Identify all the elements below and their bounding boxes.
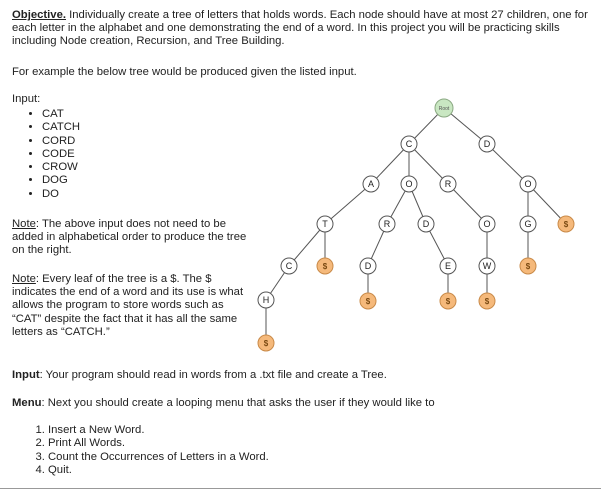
note-label: Note (12, 273, 36, 285)
node-label: T (322, 219, 328, 229)
tree-node-end (558, 216, 574, 232)
tree-node-end (258, 335, 274, 351)
tree-node (418, 216, 434, 232)
list-item: 4. Quit. (48, 464, 269, 477)
menu-para-text: : Next you should create a looping menu that asks the user if they would like to (41, 397, 435, 409)
node-label: D (422, 219, 430, 229)
tree-node (520, 176, 536, 192)
end-node-label: $ (484, 297, 490, 306)
node-label: W (482, 261, 492, 271)
list-item: • DO (42, 188, 80, 201)
node-label: C (285, 261, 293, 271)
list-item: • CAT (42, 108, 80, 121)
end-node-label: $ (525, 262, 531, 271)
tree-node (520, 216, 536, 232)
end-node-label: $ (365, 297, 371, 306)
tree-edge (487, 144, 528, 184)
tree-node (440, 176, 456, 192)
node-label: O (405, 179, 413, 189)
tree-node (479, 258, 495, 274)
tree-node (401, 136, 417, 152)
node-label: A (367, 179, 375, 189)
objective-text: Individually create a tree of letters that holds words. Each node should have at most 27 children, one for each letter in the alphabet and one demonstrating the end of a word. In this project you will be practicing skills including Node creation, Recursion, and Tree Building. (12, 9, 588, 47)
tree-node (360, 258, 376, 274)
note-text: : The above input does not need to be added in alphabetical order to produce the tree on the right. (12, 218, 247, 257)
input-para-label: Input (12, 369, 40, 381)
end-node-label: $ (445, 297, 451, 306)
tree-node-end (520, 258, 536, 274)
node-label: R (383, 219, 391, 229)
tree-edge (325, 184, 371, 224)
end-node-label: $ (263, 339, 269, 348)
tree-node (479, 136, 495, 152)
tree-node-end (317, 258, 333, 274)
node-label: C (405, 139, 413, 149)
tree-node (379, 216, 395, 232)
node-label: E (444, 261, 452, 271)
node-label: H (262, 295, 270, 305)
list-item: 3. Count the Occurrences of Letters in a Word. (48, 451, 269, 464)
list-item: 2. Print All Words. (48, 437, 269, 450)
input-label: Input: (12, 93, 41, 105)
root-node-label: Root (438, 106, 450, 112)
note-label: Note (12, 218, 36, 230)
node-label: O (483, 219, 491, 229)
tree-node-end (440, 293, 456, 309)
tree-node-end (479, 293, 495, 309)
node-label: D (364, 261, 372, 271)
list-item: 1. Insert a New Word. (48, 424, 269, 437)
example-text: For example the below tree would be produced given the listed input. (12, 66, 357, 78)
end-node-label: $ (322, 262, 328, 271)
menu-options-list (31, 424, 269, 477)
list-item: • CODE (42, 148, 80, 161)
node-label: G (524, 219, 532, 229)
tree-node (258, 292, 274, 308)
tree-node (479, 216, 495, 232)
page-divider (0, 488, 601, 489)
list-item: • DOG (42, 174, 80, 187)
tree-node (363, 176, 379, 192)
input-para-text: : Your program should read in words from a .txt file and create a Tree. (39, 369, 387, 381)
node-label: O (524, 179, 532, 189)
tree-node (401, 176, 417, 192)
tree-node (317, 216, 333, 232)
end-node-label: $ (563, 220, 569, 229)
list-item: • CATCH (42, 121, 80, 134)
tree-node-end (360, 293, 376, 309)
tree-node (440, 258, 456, 274)
tree-node (281, 258, 297, 274)
list-item: • CORD (42, 135, 80, 148)
input-instructions (12, 369, 387, 381)
menu-instructions (12, 397, 435, 409)
objective-label: Objective. (12, 9, 66, 21)
note-text: : Every leaf of the tree is a $. The $ indicates the end of a word and its use is what allows the program to store words such as “CAT” despite the fact that it has all the same letters as “CATCH.” (12, 273, 244, 338)
node-label: R (444, 179, 452, 189)
node-label: D (483, 139, 491, 149)
list-item: • CROW (42, 161, 80, 174)
menu-para-label: Menu (12, 397, 42, 409)
tree-node-root (435, 99, 453, 117)
